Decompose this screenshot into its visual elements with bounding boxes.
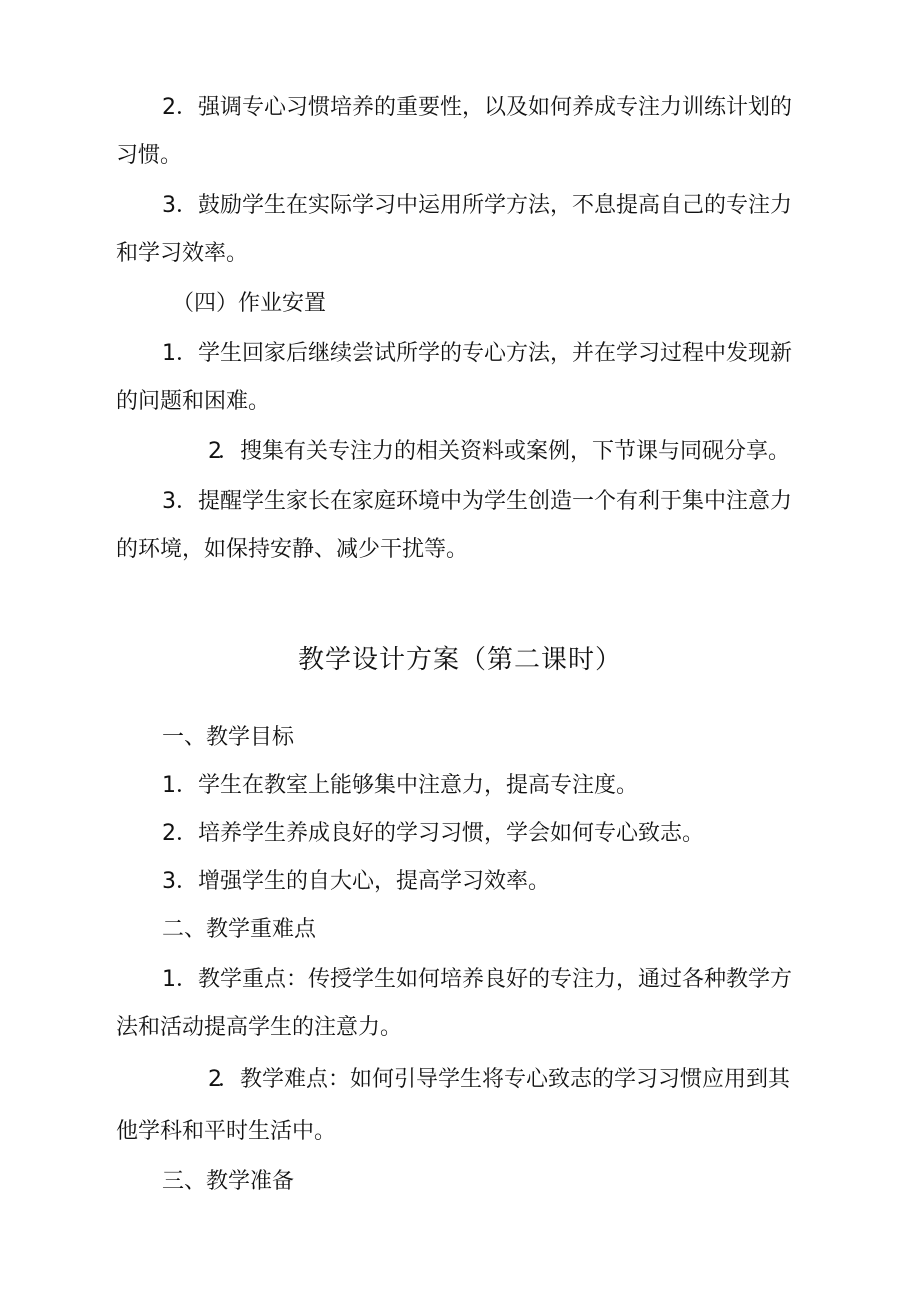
homework-1-line2: 的问题和困难。: [116, 389, 271, 414]
section-homework-heading: （四）作业安置: [172, 291, 327, 316]
homework-3-line1: 3．提醒学生家长在家庭环境中为学生创造一个有利于集中注意力: [162, 489, 792, 514]
goal-1: 1．学生在教室上能够集中注意力，提高专注度。: [162, 773, 638, 798]
homework-1-line1: 1．学生回家后继续尝试所学的专心方法，并在学习过程中发现新: [162, 341, 792, 366]
paragraph-2-line2: 习惯。: [116, 143, 183, 168]
homework-2: [116, 428, 832, 476]
keypoint-2-text: ．教学难点：如何引导学生将专心致志的学习习惯应用到其: [218, 1067, 791, 1092]
keypoint-1-line1: 1．教学重点：传授学生如何培养良好的专注力，通过各种教学方: [162, 967, 792, 992]
lesson-2-title: 教学设计方案（第二课时）: [297, 645, 622, 675]
paragraph-3-line1: 3．鼓励学生在实际学习中运用所学方法，不息提高自己的专注力: [162, 193, 792, 218]
keypoint-2-line1: [116, 1056, 832, 1104]
section-preparation-heading: 三、教学准备: [162, 1169, 295, 1194]
paragraph-2-line1: 2．强调专心习惯培养的重要性，以及如何养成专注力训练计划的: [162, 95, 792, 120]
keypoint-1-line2: 法和活动提高学生的注意力。: [116, 1015, 403, 1040]
goal-2: 2．培养学生养成良好的学习习惯，学会如何专心致志。: [162, 821, 704, 846]
paragraph-3-line2: 和学习效率。: [116, 241, 249, 266]
homework-2-number: 2: [208, 439, 222, 464]
goal-3: 3．增强学生的自大心，提高学习效率。: [162, 869, 550, 894]
keypoint-2-line2: 他学科和平时生活中。: [116, 1119, 337, 1144]
keypoint-2-number: 2: [208, 1067, 222, 1092]
homework-2-text: ．搜集有关专注力的相关资料或案例，下节课与同砚分享。: [218, 439, 791, 464]
section-goals-heading: 一、教学目标: [162, 725, 295, 750]
homework-3-line2: 的环境，如保持安静、减少干扰等。: [116, 537, 469, 562]
section-keypoints-heading: 二、教学重难点: [162, 917, 317, 942]
